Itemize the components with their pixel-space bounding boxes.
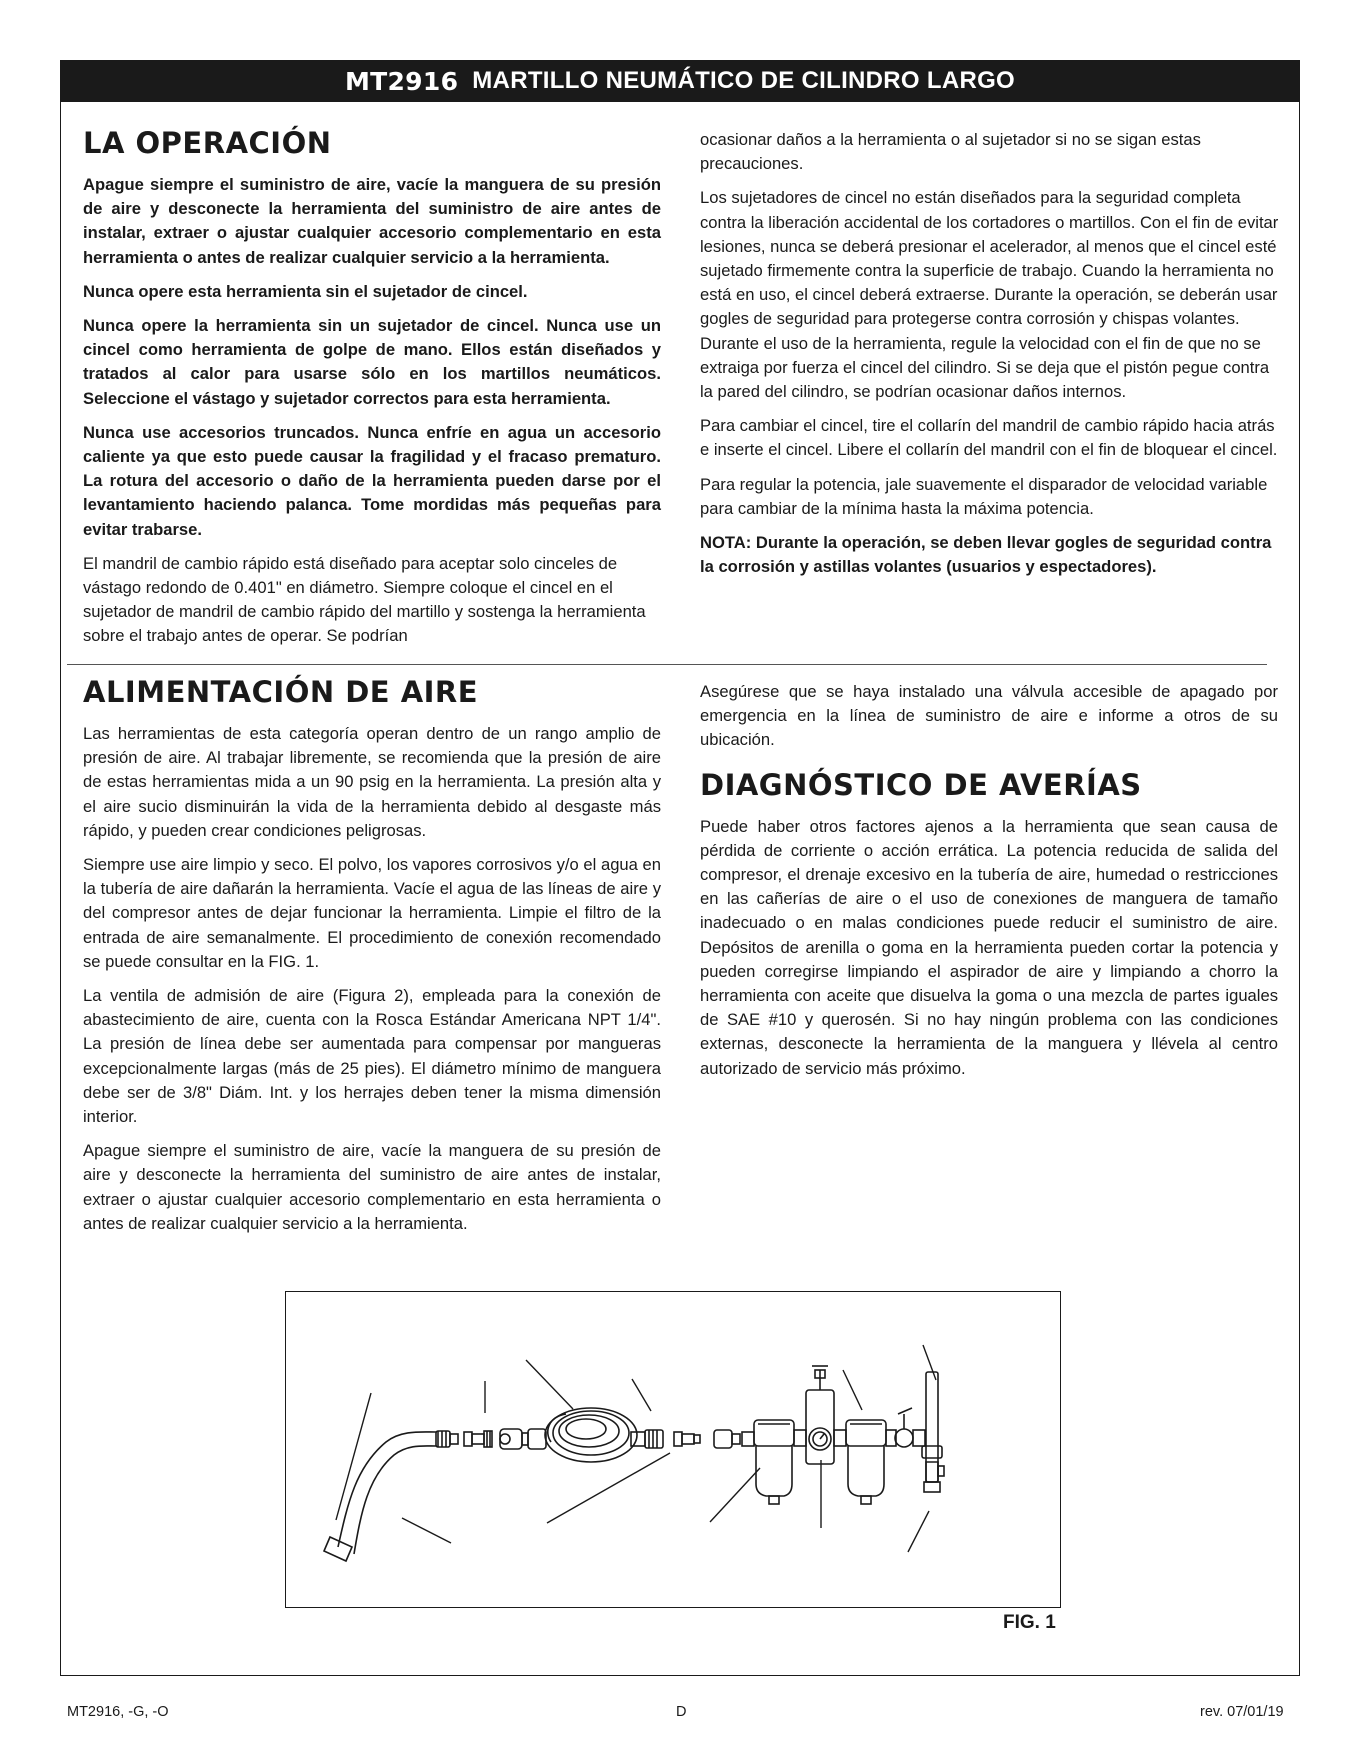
warning-paragraph-3: Nunca opere la herramienta sin un sujetador de cincel. Nunca use un cincel como herramienta de golpe de mano. Ellos están diseñados y tratados al calor para usarse sólo en los martillos neumáticos. Seleccione el vástago y sujetador correctos para esta herramienta. bbox=[83, 316, 661, 408]
coupler-set-2 bbox=[674, 1430, 740, 1448]
alimentacion-column bbox=[83, 674, 661, 1246]
operacion-left-column bbox=[83, 125, 661, 659]
warning-paragraph-4: Nunca use accesorios truncados. Nunca enfríe en agua un accesorio caliente ya que esto puede causar la fragilidad y el fracaso prematuro. La rotura del accesorio o daño de la herramienta pueden darse por el levantamiento haciendo palanca. Tome mordidas más pequeñas para evitar trabarse. bbox=[83, 422, 661, 539]
paragraph-continued: ocasionar daños a la herramienta o al sujetador si no se sigan estas precauciones. bbox=[700, 130, 1201, 174]
lubricator bbox=[846, 1420, 886, 1504]
section-divider bbox=[67, 664, 1267, 665]
air-supply-diagram bbox=[286, 1292, 1059, 1606]
page-title: MARTILLO NEUMÁTICO DE CILINDRO LARGO bbox=[472, 67, 1016, 94]
footer-page-letter: D bbox=[676, 1704, 687, 1720]
figure-box bbox=[285, 1291, 1061, 1608]
footer-revision: rev. 07/01/19 bbox=[1200, 1704, 1284, 1720]
alimentacion-paragraph-1: Las herramientas de esta categoría operan dentro de un rango amplio de presión de aire. Al trabajar libremente, se recomienda que la presión de aire de estas herramientas mida a un 90 psig en la herramienta. La presión alta y el aire sucio disminuirán la vida de la herramienta debido al desgaste más rápido, y pueden crear condiciones peligrosas. bbox=[83, 724, 661, 840]
paragraph-valvula: Asegúrese que se haya instalado una válvula accesible de apagado por emergencia en la línea de suministro de aire e informe a otros de su ubicación. bbox=[700, 682, 1278, 750]
title-bar bbox=[60, 60, 1300, 102]
paragraph-cambiar-cincel: Para cambiar el cincel, tire el collarín del mandril de cambio rápido hacia atrás e inserte el cincel. Libere el collarín del mandril con el fin de bloquear el cincel. bbox=[700, 416, 1278, 460]
coupler-set-1 bbox=[464, 1429, 546, 1449]
section-heading-operacion: LA OPERACIÓN bbox=[83, 126, 332, 160]
paragraph-regular-potencia: Para regular la potencia, jale suavemente el disparador de velocidad variable para cambiar de la mínima hasta la máxima potencia. bbox=[700, 474, 1268, 518]
leader-lines bbox=[336, 1345, 936, 1552]
diagnostico-paragraph: Puede haber otros factores ajenos a la herramienta que sean causa de pérdida de corriente o acción errática. La potencia reducida de salida del compresor, el drenaje excesivo en la tubería de aire, humedad o restricciones en las cañerías de aire o el uso de conexiones de manguera de tamaño inadecuado o en malas condiciones puede reducir el suministro de aire. Depósitos de arenilla o goma en la herramienta pueden cortar la potencia y pueden corregirse limpiando el aspirador de aire y limpiando a chorro la herramienta con aceite que disuelva la goma o una mezcla de partes iguales de SAE #10 y querosén. Si no hay ningún problema con las condiciones externas, desconecte la herramienta de la manguera y llévela al centro autorizado de servicio más próximo. bbox=[700, 816, 1278, 1078]
alimentacion-paragraph-2: Siempre use aire limpio y seco. El polvo, los vapores corrosivos y/o el agua en la tubería de aire dañarán la herramienta. Vacíe el agua de las líneas de aire y del compresor antes de dejar funcionar la herramienta. Limpie el filtro de la entrada de aire semanalmente. El procedimiento de conexión recomendado se puede consultar en la FIG. 1. bbox=[83, 855, 661, 971]
whip-hose bbox=[324, 1431, 458, 1561]
shutoff-valve-drop bbox=[886, 1372, 944, 1492]
operacion-right-column bbox=[700, 128, 1280, 589]
coiled-hose bbox=[545, 1408, 663, 1462]
alimentacion-paragraph-4: Apague siempre el suministro de aire, vacíe la manguera de su presión de aire y desconecte la herramienta del suministro de aire antes de instalar, extraer o ajustar cualquier accesorio complementario en esta herramienta o antes de realizar cualquier servicio a la herramienta. bbox=[83, 1141, 661, 1233]
model-number: MT2916 bbox=[344, 66, 459, 96]
figure-label: FIG. 1 bbox=[1003, 1612, 1056, 1633]
diagnostico-column bbox=[700, 680, 1278, 1091]
air-filter bbox=[742, 1420, 794, 1504]
warning-paragraph-2: Nunca opere esta herramienta sin el sujetador de cincel. bbox=[83, 281, 528, 301]
note-paragraph: NOTA: Durante la operación, se deben llevar gogles de seguridad contra la corrosión y astillas volantes (usuarios y espectadores). bbox=[700, 533, 1272, 577]
warning-paragraph-1: Apague siempre el suministro de aire, vacíe la manguera de su presión de aire y desconecte la herramienta del suministro de aire antes de instalar, extraer o ajustar cualquier accesorio complementario en esta herramienta o antes de realizar cualquier servicio a la herramienta. bbox=[83, 175, 661, 267]
paragraph-mandril: El mandril de cambio rápido está diseñado para aceptar solo cinceles de vástago redondo de 0.401" en diámetro. Siempre coloque el cincel en el sujetador de mandril de cambio rápido del martillo y sostenga la herramienta sobre el trabajo antes de operar. Se podrían bbox=[83, 553, 646, 646]
section-heading-diagnostico: DIAGNÓSTICO DE AVERÍAS bbox=[700, 767, 1142, 802]
section-heading-alimentacion: ALIMENTACIÓN DE AIRE bbox=[83, 675, 479, 709]
footer-model: MT2916, -G, -O bbox=[67, 1704, 169, 1720]
alimentacion-paragraph-3: La ventila de admisión de aire (Figura 2), empleada para la conexión de abastecimiento de aire, cuenta con la Rosca Estándar Americana NPT 1/4". La presión de línea debe ser aumentada para compensar por mangueras excepcionalmente largas (más de 25 pies). El diámetro mínimo de manguera debe ser de 3/8" Diám. Int. y los herrajes deben tener la misma dimensión interior. bbox=[83, 986, 661, 1127]
paragraph-sujetadores: Los sujetadores de cincel no están diseñados para la seguridad completa contra la liberación accidental de los cortadores o martillos. Con el fin de evitar lesiones, nunca se deberá presionar el acelerador, al menos que el cincel esté sujetado firmemente contra la superficie de trabajo. Cuando la herramienta no está en uso, el cincel deberá extraerse. Durante la operación, se deberán usar gogles de seguridad para protegerse contra corrosión y chispas volantes. Durante el uso de la herramienta, regule la velocidad con el fin de que no se extraiga por fuerza el cincel del cilindro. Si se deja que el pistón pegue contra la pared del cilindro, se podrían ocasionar daños internos. bbox=[700, 188, 1279, 402]
pressure-regulator bbox=[794, 1366, 846, 1464]
